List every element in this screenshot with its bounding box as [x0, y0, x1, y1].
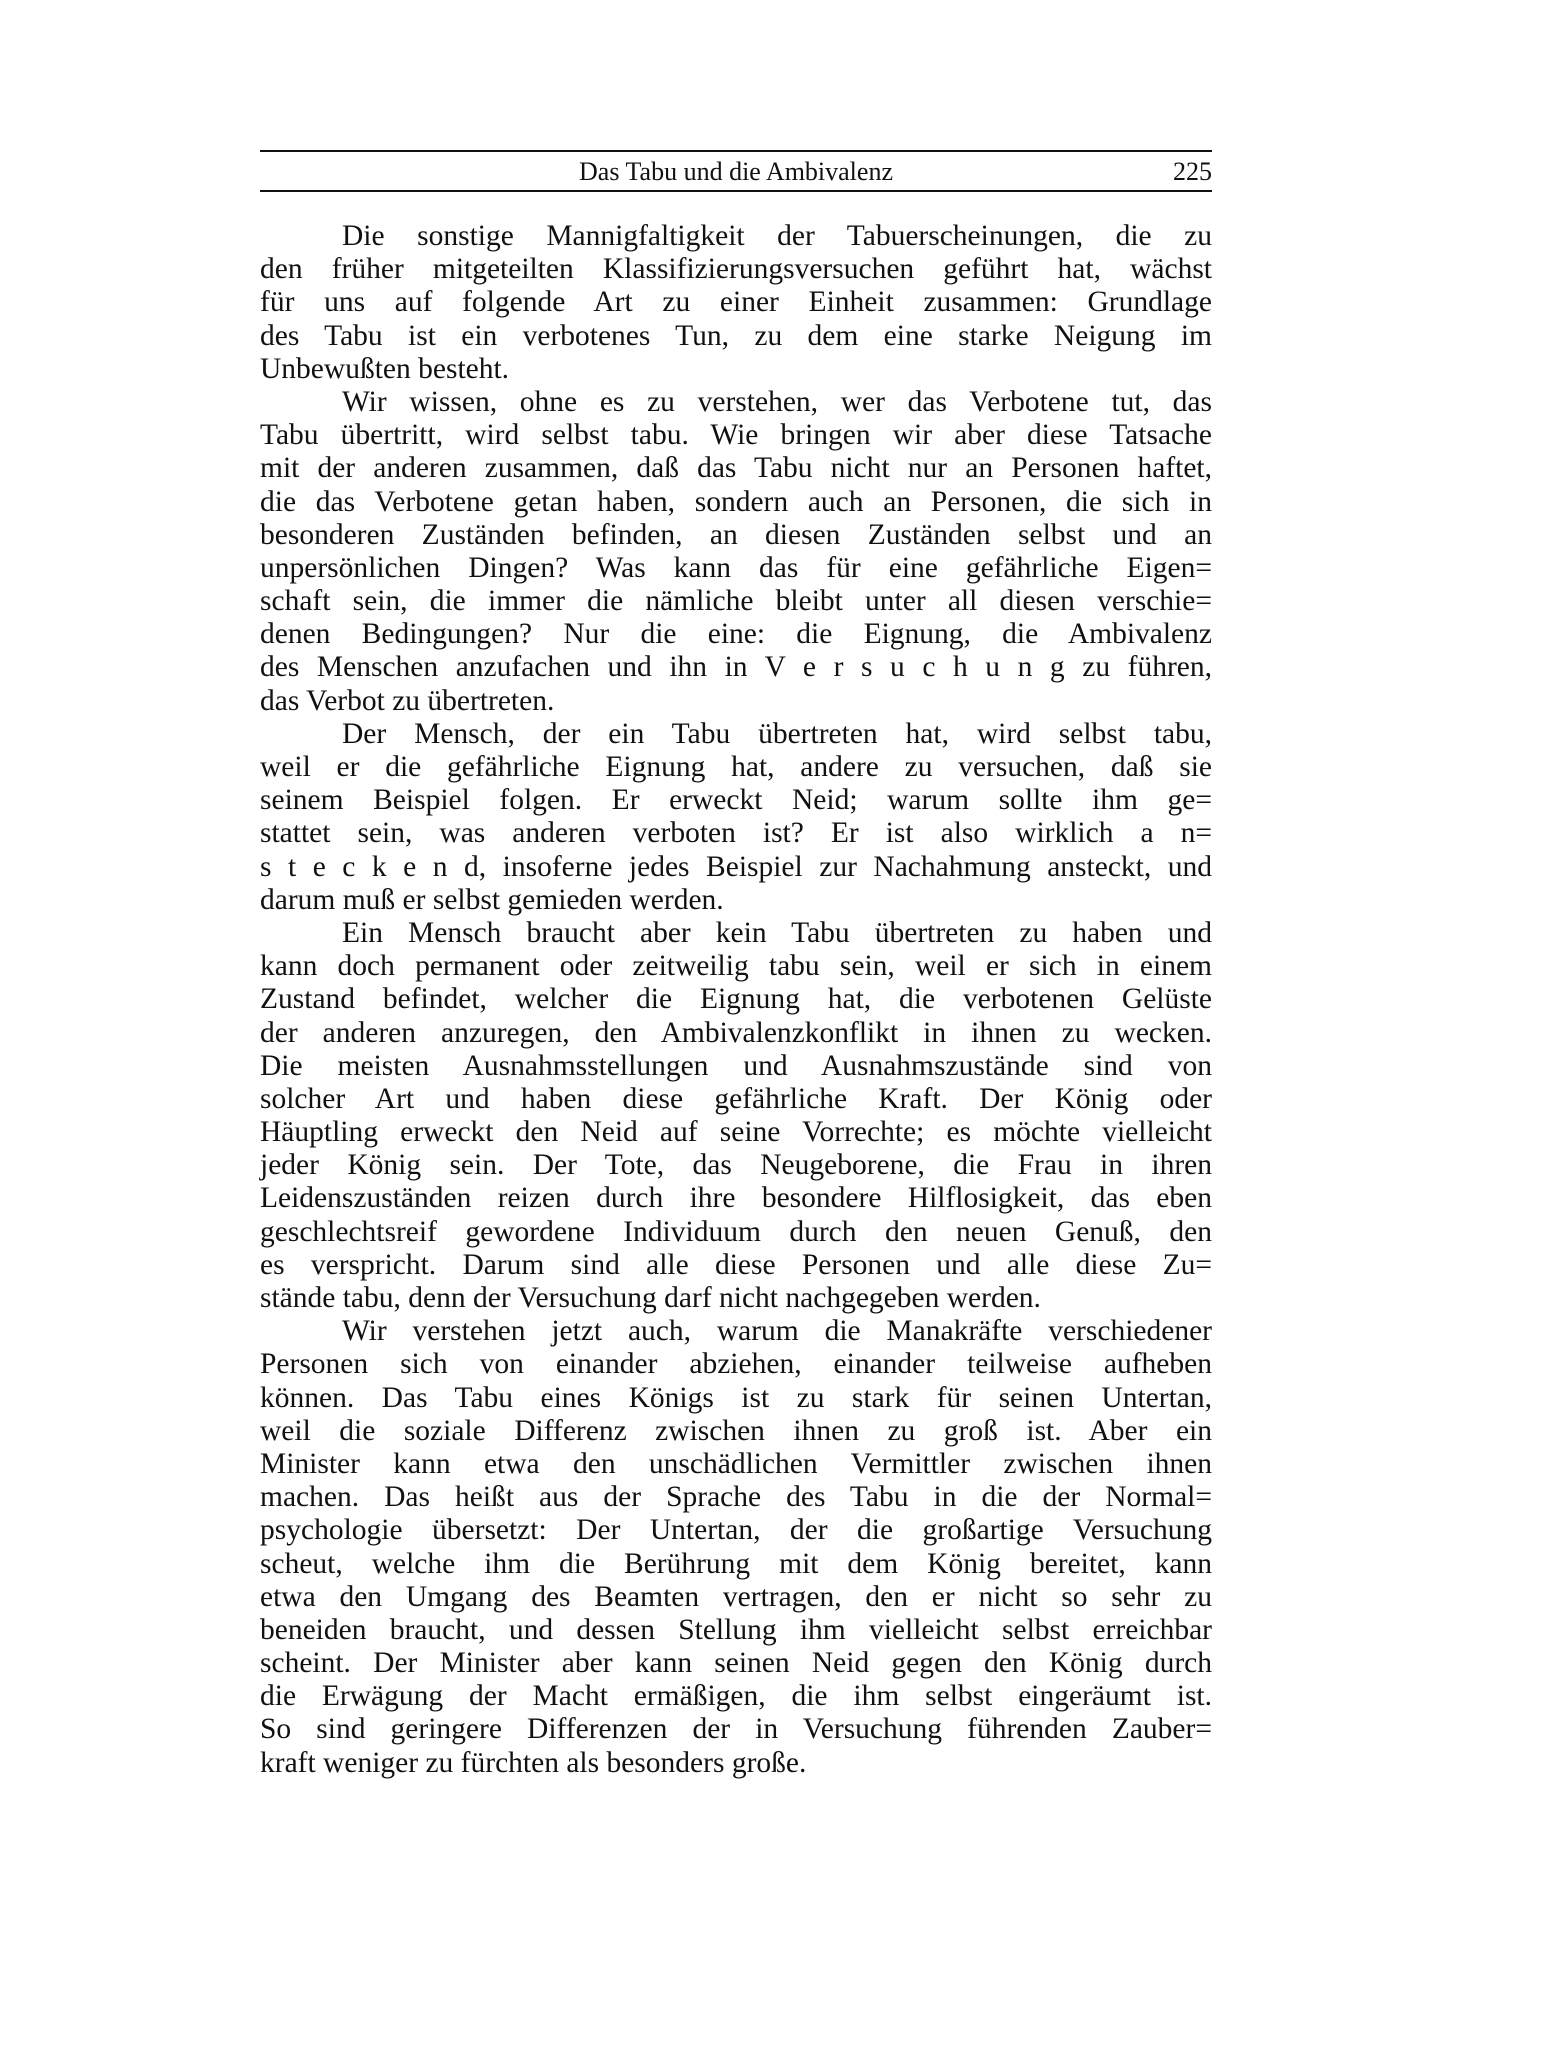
- text-line: Leidenszuständen reizen durch ihre besondere Hilflosigkeit, das eben: [260, 1182, 1212, 1215]
- text-line: Zustand befindet, welcher die Eignung hat, die verbotenen Gelüste: [260, 983, 1212, 1016]
- text-line: besonderen Zuständen befinden, an diesen Zuständen selbst und an: [260, 518, 1212, 551]
- text-line: So sind geringere Differenzen der in Versuchung führenden Zauber=: [260, 1713, 1212, 1746]
- text-line: Personen sich von einander abziehen, einander teilweise aufheben: [260, 1348, 1212, 1381]
- running-title: Das Tabu und die Ambivalenz: [579, 157, 893, 186]
- text-line: jeder König sein. Der Tote, das Neugeborene, die Frau in ihren: [260, 1149, 1212, 1182]
- text-line: Wir verstehen jetzt auch, warum die Manakräfte verschiedener: [342, 1315, 1212, 1348]
- text-line: Wir wissen, ohne es zu verstehen, wer das Verbotene tut, das: [342, 385, 1212, 418]
- text-line: Unbewußten besteht.: [260, 352, 510, 385]
- text-line: stände tabu, denn der Versuchung darf nicht nachgegeben werden.: [260, 1282, 1041, 1314]
- text-line: machen. Das heißt aus der Sprache des Tabu in die der Normal=: [260, 1481, 1212, 1514]
- text-line: die das Verbotene getan haben, sondern auch an Personen, die sich in: [260, 485, 1212, 518]
- text-line: s t e c k e n d, insoferne jedes Beispiel zur Nachahmung ansteckt, und: [260, 850, 1212, 883]
- text-line: können. Das Tabu eines Königs ist zu stark für seinen Untertan,: [260, 1381, 1212, 1414]
- text-line: das Verbot zu übertreten.: [260, 684, 555, 717]
- text-line: Minister kann etwa den unschädlichen Vermittler zwischen ihnen: [260, 1447, 1212, 1480]
- header-bottom-rule: [260, 190, 1212, 192]
- text-line: kraft weniger zu fürchten als besonders große.: [260, 1746, 807, 1779]
- text-line: seinem Beispiel folgen. Er erweckt Neid; warum sollte ihm ge=: [260, 784, 1212, 817]
- text-line: des Menschen anzufachen und ihn in V e r s u c h u n g zu führen,: [260, 651, 1212, 684]
- text-line: psychologie übersetzt: Der Untertan, der die großartige Versuchung: [260, 1514, 1212, 1547]
- paragraph: [260, 917, 1212, 1315]
- text-line: kann doch permanent oder zeitweilig tabu sein, weil er sich in einem: [260, 950, 1212, 983]
- text-line: Häuptling erweckt den Neid auf seine Vorrechte; es möchte vielleicht: [260, 1116, 1212, 1149]
- text-line: unpersönlichen Dingen? Was kann das für eine gefährliche Eigen=: [260, 551, 1212, 584]
- text-line: stattet sein, was anderen verboten ist? Er ist also wirklich a n=: [260, 817, 1212, 850]
- page-number: 225: [1173, 157, 1212, 186]
- paragraph: [260, 718, 1212, 917]
- text-line: Ein Mensch braucht aber kein Tabu übertreten zu haben und: [342, 916, 1212, 949]
- paragraph: [260, 220, 1212, 386]
- text-line: scheut, welche ihm die Berührung mit dem König bereitet, kann: [260, 1547, 1212, 1580]
- text-line: die Erwägung der Macht ermäßigen, die ihm selbst eingeräumt ist.: [260, 1680, 1212, 1713]
- paragraph: [260, 386, 1212, 718]
- paragraph: [260, 1315, 1212, 1780]
- text-line: denen Bedingungen? Nur die eine: die Eignung, die Ambivalenz: [260, 618, 1212, 651]
- text-line: den früher mitgeteilten Klassifizierungsversuchen geführt hat, wächst: [260, 253, 1212, 286]
- text-line: darum muß er selbst gemieden werden.: [260, 883, 724, 916]
- text-line: der anderen anzuregen, den Ambivalenzkonflikt in ihnen zu wecken.: [260, 1016, 1212, 1049]
- text-line: mit der anderen zusammen, daß das Tabu nicht nur an Personen haftet,: [260, 452, 1212, 485]
- text-line: Tabu übertritt, wird selbst tabu. Wie bringen wir aber diese Tatsache: [260, 419, 1212, 452]
- text-line: Die meisten Ausnahmsstellungen und Ausnahmszustände sind von: [260, 1049, 1212, 1082]
- text-line: Die sonstige Mannigfaltigkeit der Tabuerscheinungen, die zu: [342, 220, 1212, 252]
- text-line: solcher Art und haben diese gefährliche Kraft. Der König oder: [260, 1082, 1212, 1115]
- text-line: weil er die gefährliche Eignung hat, andere zu versuchen, daß sie: [260, 751, 1212, 783]
- text-line: etwa den Umgang des Beamten vertragen, den er nicht so sehr zu: [260, 1580, 1212, 1613]
- body-text: [260, 220, 1212, 1780]
- book-page: [260, 150, 1212, 1780]
- text-line: Der Mensch, der ein Tabu übertreten hat, wird selbst tabu,: [342, 717, 1212, 750]
- text-line: für uns auf folgende Art zu einer Einheit zusammen: Grundlage: [260, 286, 1212, 319]
- text-line: schaft sein, die immer die nämliche bleibt unter all diesen verschie=: [260, 585, 1212, 618]
- text-line: des Tabu ist ein verbotenes Tun, zu dem eine starke Neigung im: [260, 319, 1212, 352]
- running-header: [260, 152, 1212, 190]
- text-line: scheint. Der Minister aber kann seinen Neid gegen den König durch: [260, 1647, 1212, 1680]
- text-line: weil die soziale Differenz zwischen ihnen zu groß ist. Aber ein: [260, 1414, 1212, 1447]
- text-line: geschlechtsreif gewordene Individuum durch den neuen Genuß, den: [260, 1215, 1212, 1248]
- text-line: es verspricht. Darum sind alle diese Personen und alle diese Zu=: [260, 1248, 1212, 1281]
- text-line: beneiden braucht, und dessen Stellung ihm vielleicht selbst erreichbar: [260, 1613, 1212, 1646]
